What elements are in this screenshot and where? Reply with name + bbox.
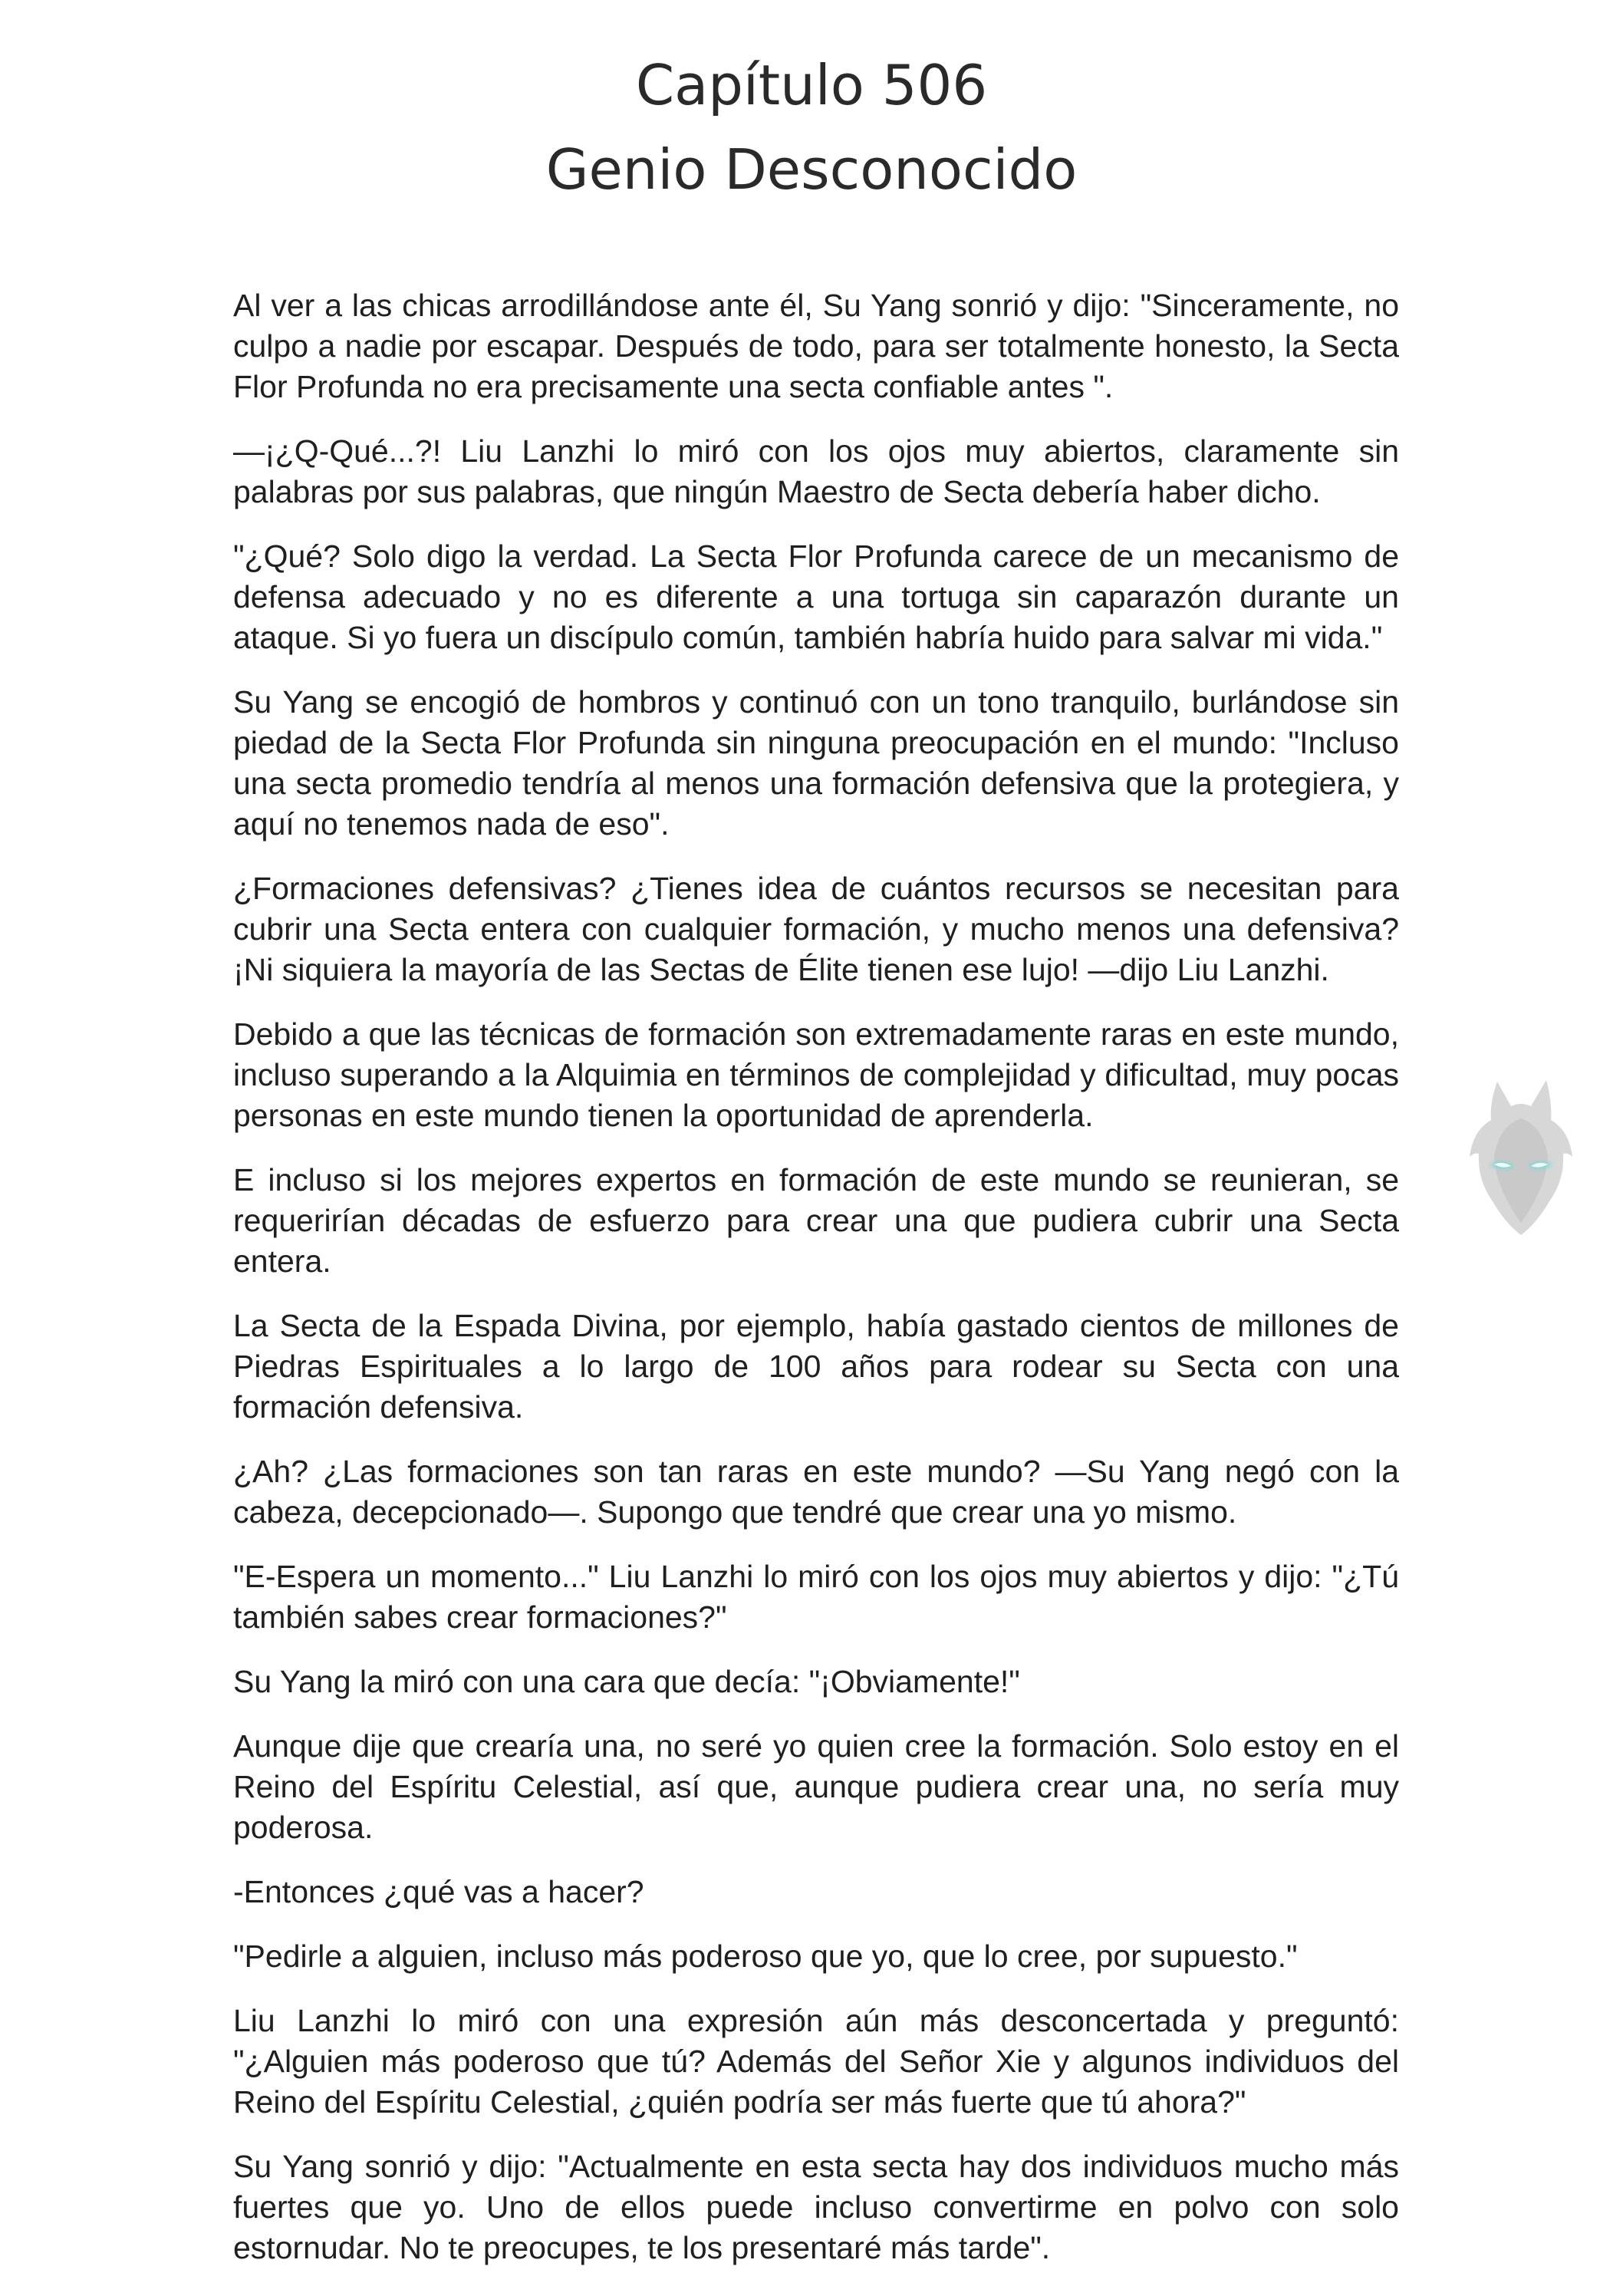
chapter-heading [0,43,1623,212]
paragraph: Su Yang se encogió de hombros y continuó con un tono tranquilo, burlándose sin piedad de la Secta Flor Profunda sin ninguna preocupación en el mundo: "Incluso una secta promedio tendría al menos una formación defensiva que la protegiera, y aquí no tenemos nada de eso". [233,684,1399,842]
paragraph: "E-Espera un momento..." Liu Lanzhi lo miró con los ojos muy abiertos y dijo: "¿Tú también sabes crear formaciones?" [233,1559,1399,1635]
paragraph: "Pedirle a alguien, incluso más poderoso que yo, que lo cree, por supuesto." [233,1939,1298,1974]
paragraph: -Entonces ¿qué vas a hacer? [233,1874,644,1909]
chapter-subtitle: Genio Desconocido [545,137,1078,202]
paragraph: ¿Ah? ¿Las formaciones son tan raras en este mundo? —Su Yang negó con la cabeza, decepcionado—. Supongo que tendré que crear una yo mismo. [233,1454,1399,1530]
paragraph: Debido a que las técnicas de formación son extremadamente raras en este mundo, incluso superando a la Alquimia en términos de complejidad y dificultad, muy pocas personas en este mundo tienen la oportunidad de aprenderla. [233,1016,1399,1133]
paragraph: Al ver a las chicas arrodillándose ante él, Su Yang sonrió y dijo: "Sinceramente, no culpo a nadie por escapar. Después de todo, para ser totalmente honesto, la Secta Flor Profunda no era precisamente una secta confiable antes ". [233,288,1399,404]
paragraph: La Secta de la Espada Divina, por ejemplo, había gastado cientos de millones de Piedras Espirituales a lo largo de 100 años para rodear su Secta con una formación defensiva. [233,1308,1399,1425]
paragraph: Su Yang sonrió y dijo: "Actualmente en esta secta hay dos individuos mucho más fuertes que yo. Uno de ellos puede incluso convertirme en polvo con solo estornudar. No te preocupes, te los presentaré más tarde". [233,2149,1399,2265]
paragraph: Su Yang la miró con una cara que decía: "¡Obviamente!" [233,1664,1020,1699]
paragraph: "¿Qué? Solo digo la verdad. La Secta Flor Profunda carece de un mecanismo de defensa adecuado y no es diferente a una tortuga sin caparazón durante un ataque. Si yo fuera un discípulo común, también habría huido para salvar mi vida." [233,539,1399,655]
paragraph: Aunque dije que crearía una, no seré yo quien cree la formación. Solo estoy en el Reino del Espíritu Celestial, así que, aunque pudiera crear una, no sería muy poderosa. [233,1728,1399,1845]
paragraph: ¿Formaciones defensivas? ¿Tienes idea de cuántos recursos se necesitan para cubrir una Secta entera con cualquier formación, y mucho menos una defensiva? ¡Ni siquiera la mayoría de las Sectas de Élite tienen ese lujo! —dijo Liu Lanzhi. [233,871,1399,987]
paragraph: —¡¿Q-Qué...?! Liu Lanzhi lo miró con los ojos muy abiertos, claramente sin palabras por sus palabras, que ningún Maestro de Secta debería haber dicho. [233,433,1399,509]
demon-head-icon [1467,1072,1575,1243]
chapter-body [233,285,1399,2292]
chapter-number-title: Capítulo 506 [635,53,988,117]
paragraph: Liu Lanzhi lo miró con una expresión aún más desconcertada y preguntó: "¿Alguien más poderoso que tú? Además del Señor Xie y algunos individuos del Reino del Espíritu Celestial, ¿quién podría ser más fuerte que tú ahora?" [233,2003,1399,2120]
paragraph: E incluso si los mejores expertos en formación de este mundo se reunieran, se requerirían décadas de esfuerzo para crear una que pudiera cubrir una Secta entera. [233,1162,1399,1279]
